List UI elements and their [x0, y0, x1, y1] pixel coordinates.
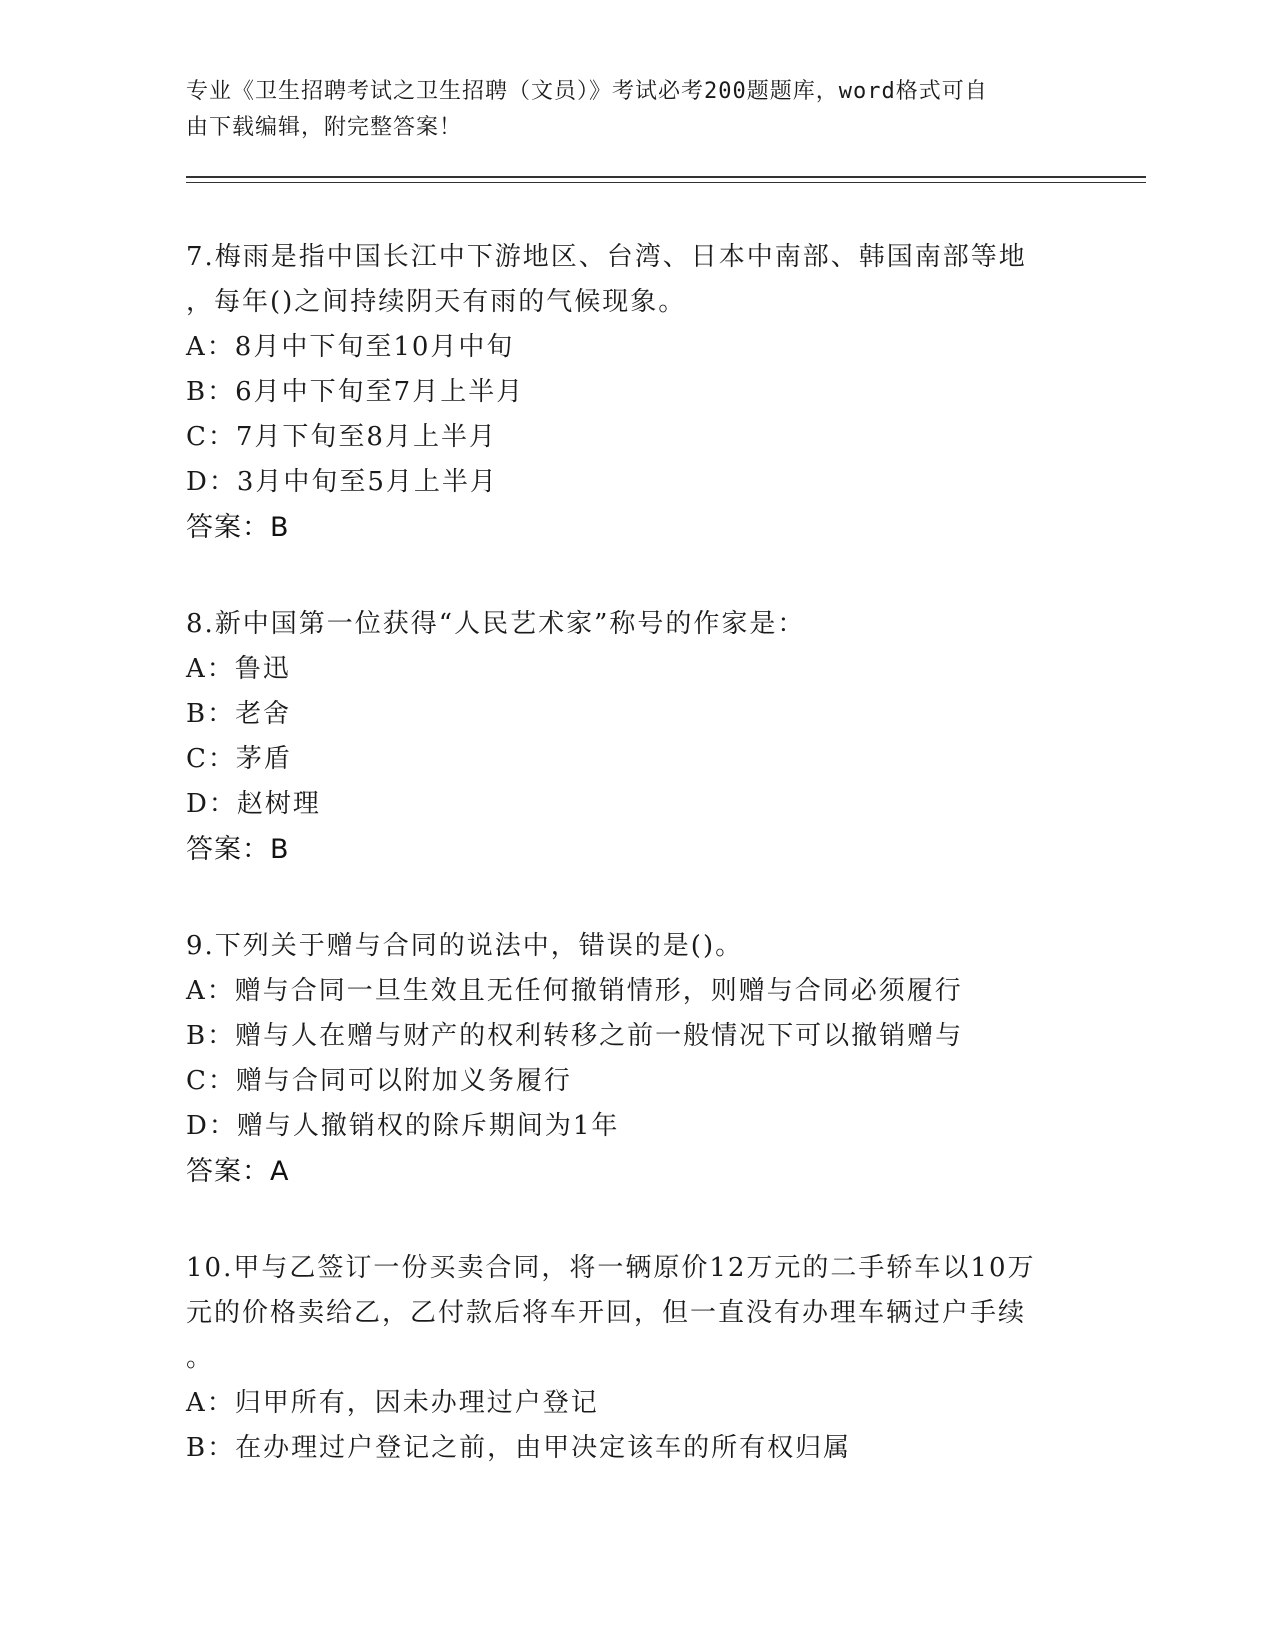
question-stem-line: 7.梅雨是指中国长江中下游地区、台湾、日本中南部、韩国南部等地 [186, 242, 1027, 272]
question-stem-line: 10.甲与乙签订一份买卖合同，将一辆原价12万元的二手轿车以10万 [186, 1253, 1036, 1283]
question-10 [186, 1246, 1086, 1471]
option-b: B：在办理过户登记之前，由甲决定该车的所有权归属 [186, 1433, 852, 1463]
option-a: A：归甲所有，因未办理过户登记 [186, 1388, 599, 1418]
document-header [186, 74, 1066, 146]
question-stem-line: 8.新中国第一位获得“人民艺术家”称号的作家是： [186, 609, 806, 639]
option-a: A：8月中下旬至10月中旬 [186, 332, 515, 362]
option-a: A：鲁迅 [186, 654, 291, 684]
option-b: B：赠与人在赠与财产的权利转移之前一般情况下可以撤销赠与 [186, 1021, 964, 1051]
question-7 [186, 235, 1086, 550]
option-b: B：老舍 [186, 699, 292, 729]
option-d: D：3月中旬至5月上半月 [186, 467, 498, 497]
option-c: C：茅盾 [186, 744, 292, 774]
question-8 [186, 602, 1086, 872]
header-divider-thin [186, 182, 1146, 183]
option-c: C：赠与合同可以附加义务履行 [186, 1066, 572, 1096]
option-b: B：6月中下旬至7月上半月 [186, 377, 525, 407]
option-a: A：赠与合同一旦生效且无任何撤销情形，则赠与合同必须履行 [186, 976, 963, 1006]
question-stem-line: ，每年()之间持续阴天有雨的气候现象。 [186, 287, 687, 317]
question-stem-line: 9.下列关于赠与合同的说法中，错误的是()。 [186, 931, 744, 961]
option-d: D：赵树理 [186, 789, 321, 819]
question-stem-line: 元的价格卖给乙，乙付款后将车开回，但一直没有办理车辆过户手续 [186, 1298, 1027, 1328]
answer-line: 答案：A [186, 1156, 290, 1187]
header-divider [186, 176, 1146, 178]
option-d: D：赠与人撤销权的除斥期间为1年 [186, 1111, 620, 1141]
answer-line: 答案：B [186, 512, 290, 543]
header-line-2: 由下载编辑，附完整答案！ [186, 115, 463, 140]
option-c: C：7月下旬至8月上半月 [186, 422, 497, 452]
answer-line: 答案：B [186, 834, 290, 865]
question-list [186, 235, 1086, 1523]
question-9 [186, 924, 1086, 1194]
header-line-1: 专业《卫生招聘考试之卫生招聘（文员）》考试必考200题题库，word格式可自 [186, 79, 988, 104]
question-stem-line: 。 [186, 1343, 215, 1373]
